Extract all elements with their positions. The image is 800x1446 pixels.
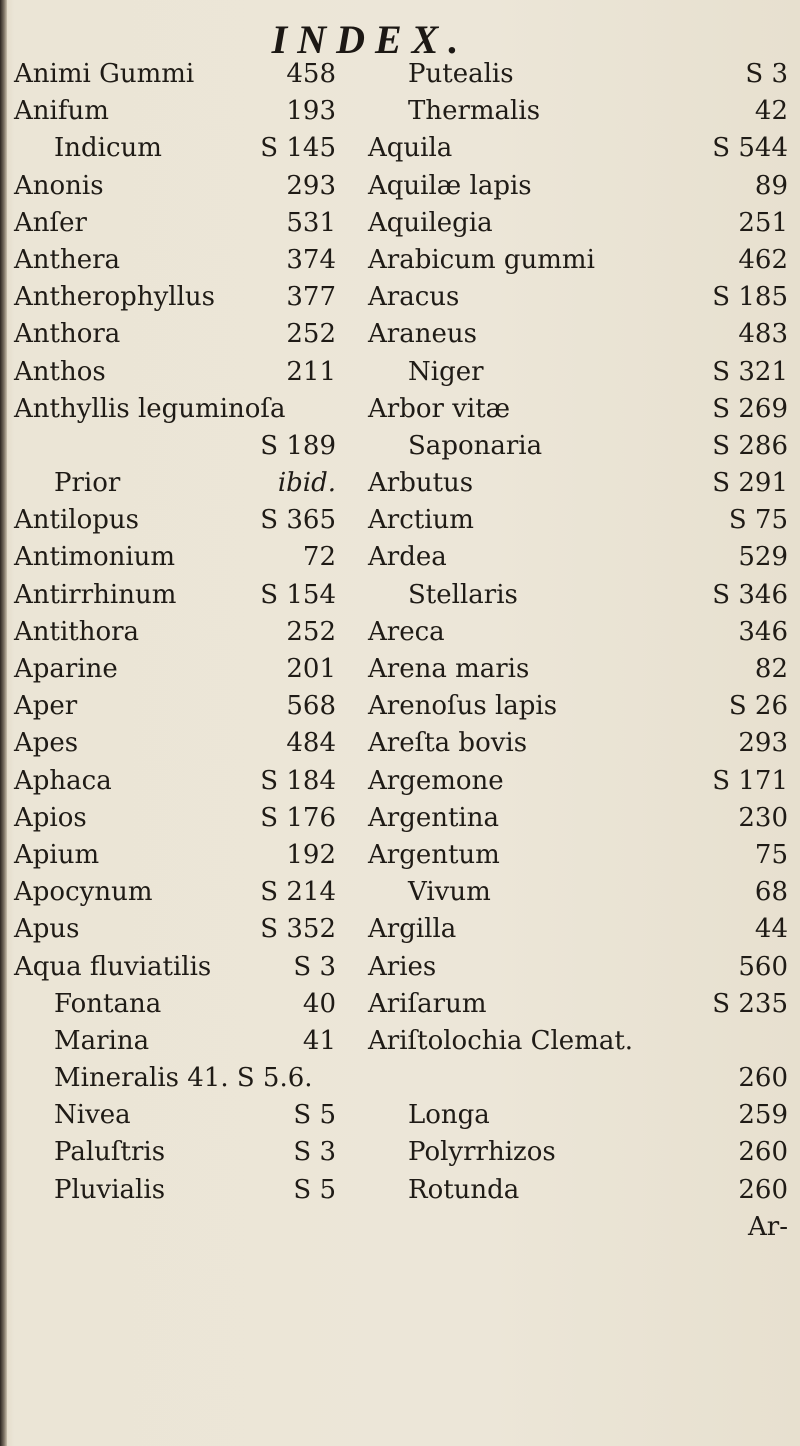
index-term: Apus bbox=[14, 914, 80, 945]
index-entry bbox=[368, 56, 788, 93]
index-entry bbox=[368, 911, 788, 948]
page-reference: 252 bbox=[286, 319, 336, 350]
index-entry bbox=[14, 1134, 336, 1171]
page-reference: S 269 bbox=[712, 393, 788, 424]
index-term: Apocynum bbox=[14, 877, 153, 908]
index-entry bbox=[14, 316, 336, 353]
index-term: Arctium bbox=[368, 505, 474, 536]
index-entry bbox=[14, 168, 336, 205]
page-reference: 193 bbox=[286, 96, 336, 127]
page-reference: S 3 bbox=[293, 951, 336, 982]
index-term: Aracus bbox=[368, 282, 460, 313]
index-entry bbox=[14, 130, 336, 167]
index-term: Aquilæ lapis bbox=[368, 170, 532, 201]
index-term: Mineralis 41. S 5.6. bbox=[54, 1063, 313, 1094]
index-term: Niger bbox=[408, 356, 484, 387]
page-reference: 458 bbox=[286, 59, 336, 89]
page-reference: 259 bbox=[738, 1100, 788, 1131]
index-term: Longa bbox=[408, 1100, 490, 1131]
index-term: Prior bbox=[54, 468, 121, 499]
index-entry bbox=[368, 130, 788, 167]
page-reference: S 145 bbox=[260, 133, 336, 164]
index-entry bbox=[368, 949, 788, 986]
page-reference: S 171 bbox=[712, 765, 788, 796]
page-reference: 230 bbox=[738, 802, 788, 833]
index-term: Anthos bbox=[14, 356, 106, 387]
index-term: Anthyllis leguminoſa bbox=[14, 393, 286, 424]
page-reference: S 321 bbox=[712, 356, 788, 387]
index-entry bbox=[14, 502, 336, 539]
index-entry bbox=[368, 577, 788, 614]
index-entry bbox=[368, 428, 788, 465]
page-reference: 252 bbox=[286, 616, 336, 647]
index-term: Thermalis bbox=[408, 96, 541, 127]
index-term: Pluvialis bbox=[54, 1174, 166, 1205]
page-reference: 483 bbox=[738, 319, 788, 350]
page-reference: Ar- bbox=[748, 1211, 788, 1242]
index-entry bbox=[14, 428, 336, 465]
page-reference: ibid. bbox=[277, 468, 336, 499]
index-term: Anifum bbox=[14, 96, 109, 127]
page-reference: 201 bbox=[286, 654, 336, 684]
index-entry bbox=[368, 874, 788, 911]
index-entry bbox=[368, 1172, 788, 1209]
index-entry bbox=[14, 93, 336, 130]
index-term: Aquilegia bbox=[368, 207, 493, 238]
page-reference: S 291 bbox=[712, 468, 788, 499]
index-term: Ardea bbox=[368, 542, 447, 573]
page-reference: S 184 bbox=[260, 765, 336, 796]
index-term: Nivea bbox=[54, 1100, 131, 1131]
index-entry bbox=[14, 1023, 336, 1060]
page-reference: S 3 bbox=[745, 59, 788, 89]
index-entry bbox=[14, 800, 336, 837]
index-term: Indicum bbox=[54, 133, 162, 164]
page-reference: S 185 bbox=[712, 282, 788, 313]
index-entry bbox=[14, 577, 336, 614]
index-entry bbox=[14, 465, 336, 502]
page-reference: 374 bbox=[286, 244, 336, 275]
index-entry bbox=[368, 837, 788, 874]
index-entry bbox=[14, 354, 336, 391]
index-entry bbox=[368, 168, 788, 205]
index-term: Apios bbox=[14, 802, 87, 833]
page-reference: 42 bbox=[754, 96, 788, 127]
index-entry bbox=[14, 911, 336, 948]
page-reference: 293 bbox=[738, 728, 788, 759]
index-entry bbox=[368, 1060, 788, 1097]
index-entry bbox=[14, 539, 336, 576]
index-entry bbox=[368, 391, 788, 428]
page-reference: 72 bbox=[302, 542, 336, 573]
index-term: Argentum bbox=[368, 839, 500, 870]
index-entry bbox=[368, 800, 788, 837]
page-reference: S 26 bbox=[728, 691, 788, 722]
index-column-left bbox=[14, 56, 336, 1209]
index-entry bbox=[14, 986, 336, 1023]
page-reference: S 176 bbox=[260, 802, 336, 833]
page-reference: 529 bbox=[738, 542, 788, 573]
index-term: Vivum bbox=[408, 877, 491, 908]
index-entry bbox=[14, 651, 336, 688]
page-reference: 68 bbox=[754, 877, 788, 908]
index-entry bbox=[14, 763, 336, 800]
page-reference: 89 bbox=[754, 170, 788, 201]
index-entry bbox=[14, 391, 336, 428]
index-term: Animi Gummi bbox=[14, 59, 195, 89]
index-entry bbox=[368, 614, 788, 651]
index-entry bbox=[368, 1209, 788, 1246]
index-entry bbox=[368, 242, 788, 279]
page-spine-edge bbox=[0, 0, 7, 1446]
index-term: Ariſarum bbox=[368, 988, 487, 1019]
index-entry bbox=[368, 986, 788, 1023]
index-term: Arbutus bbox=[368, 468, 474, 499]
index-entry bbox=[14, 725, 336, 762]
page-reference: S 286 bbox=[712, 430, 788, 461]
page-reference: 560 bbox=[738, 951, 788, 982]
index-entry bbox=[368, 725, 788, 762]
page-reference: 260 bbox=[738, 1137, 788, 1168]
page-reference: S 346 bbox=[712, 579, 788, 610]
page-reference: 82 bbox=[754, 654, 788, 684]
page-reference: 44 bbox=[754, 914, 788, 945]
index-term: Polyrrhizos bbox=[408, 1137, 556, 1168]
page-reference: S 235 bbox=[712, 988, 788, 1019]
index-entry bbox=[368, 651, 788, 688]
page-reference: 568 bbox=[286, 691, 336, 722]
index-entry bbox=[14, 874, 336, 911]
page-reference: S 3 bbox=[293, 1137, 336, 1168]
index-term: Rotunda bbox=[408, 1174, 520, 1205]
index-entry bbox=[368, 205, 788, 242]
index-term: Anthora bbox=[14, 319, 121, 350]
index-term: Areca bbox=[368, 616, 445, 647]
index-term: Aries bbox=[368, 951, 437, 982]
index-term: Apes bbox=[14, 728, 79, 759]
page-reference: 377 bbox=[286, 282, 336, 313]
page-reference: 75 bbox=[754, 839, 788, 870]
index-entry bbox=[14, 1097, 336, 1134]
page-reference: 251 bbox=[738, 207, 788, 238]
index-entry bbox=[14, 205, 336, 242]
index-entry bbox=[14, 242, 336, 279]
index-term: Antimonium bbox=[14, 542, 176, 573]
page-reference: 260 bbox=[738, 1063, 788, 1094]
page-reference: 293 bbox=[286, 170, 336, 201]
index-entry bbox=[14, 56, 336, 93]
index-term: Ariſtolochia Clemat. bbox=[368, 1025, 634, 1056]
index-entry bbox=[368, 1134, 788, 1171]
index-term: Arena maris bbox=[368, 654, 530, 684]
page-reference: 462 bbox=[738, 244, 788, 275]
index-term: Aper bbox=[14, 691, 78, 722]
index-column-right bbox=[368, 56, 788, 1246]
index-entry bbox=[368, 354, 788, 391]
page-reference: S 154 bbox=[260, 579, 336, 610]
index-entry bbox=[368, 93, 788, 130]
page-reference: 484 bbox=[286, 728, 336, 759]
index-term: Putealis bbox=[408, 59, 514, 89]
index-entry bbox=[14, 614, 336, 651]
page-reference: 40 bbox=[302, 988, 336, 1019]
index-term: Aqua fluviatilis bbox=[14, 951, 212, 982]
page-reference: S 544 bbox=[712, 133, 788, 164]
index-term: Antilopus bbox=[14, 505, 139, 536]
index-term: Antirrhinum bbox=[14, 579, 177, 610]
index-entry bbox=[14, 1060, 336, 1097]
page-reference: 192 bbox=[286, 839, 336, 870]
page-reference: S 214 bbox=[260, 877, 336, 908]
page-reference: S 5 bbox=[293, 1174, 336, 1205]
index-term: Aparine bbox=[14, 654, 118, 684]
index-entry bbox=[14, 1172, 336, 1209]
index-term: Anſer bbox=[14, 207, 87, 238]
index-entry bbox=[368, 763, 788, 800]
index-entry bbox=[368, 465, 788, 502]
index-term: Aphaca bbox=[14, 765, 112, 796]
index-term: Araneus bbox=[368, 319, 477, 350]
page-reference: 531 bbox=[286, 207, 336, 238]
index-term: Stellaris bbox=[408, 579, 518, 610]
index-term: Argilla bbox=[368, 914, 457, 945]
index-term: Arbor vitæ bbox=[368, 393, 511, 424]
index-entry bbox=[368, 539, 788, 576]
index-entry bbox=[14, 688, 336, 725]
index-term: Saponaria bbox=[408, 430, 543, 461]
page-title-text: INDEX. bbox=[271, 17, 469, 62]
index-term: Argentina bbox=[368, 802, 499, 833]
index-entry bbox=[368, 316, 788, 353]
page-reference: 41 bbox=[302, 1025, 336, 1056]
index-term: Anonis bbox=[14, 170, 104, 201]
index-entry bbox=[368, 1097, 788, 1134]
page-reference: S 352 bbox=[260, 914, 336, 945]
index-entry bbox=[14, 279, 336, 316]
index-term: Antherophyllus bbox=[14, 282, 215, 313]
page-reference: 260 bbox=[738, 1174, 788, 1205]
page-reference: 346 bbox=[738, 616, 788, 647]
index-entry bbox=[14, 837, 336, 874]
index-term: Apium bbox=[14, 839, 100, 870]
index-entry bbox=[368, 688, 788, 725]
index-term: Fontana bbox=[54, 988, 162, 1019]
page-reference: S 189 bbox=[260, 430, 336, 461]
page-reference: S 75 bbox=[728, 505, 788, 536]
index-term: Argemone bbox=[368, 765, 504, 796]
page-reference: S 365 bbox=[260, 505, 336, 536]
index-term: Arenoſus lapis bbox=[368, 691, 558, 722]
index-term: Paluſtris bbox=[54, 1137, 166, 1168]
index-term: Arabicum gummi bbox=[368, 244, 595, 275]
index-term: Marina bbox=[54, 1025, 150, 1056]
page-reference: S 5 bbox=[293, 1100, 336, 1131]
index-term: Antithora bbox=[14, 616, 140, 647]
index-term: Areſta bovis bbox=[368, 728, 528, 759]
index-entry bbox=[368, 1023, 788, 1060]
index-term: Anthera bbox=[14, 244, 121, 275]
index-term: Aquila bbox=[368, 133, 453, 164]
index-entry bbox=[368, 279, 788, 316]
index-entry bbox=[14, 949, 336, 986]
index-entry bbox=[368, 502, 788, 539]
page-reference: 211 bbox=[286, 356, 336, 387]
